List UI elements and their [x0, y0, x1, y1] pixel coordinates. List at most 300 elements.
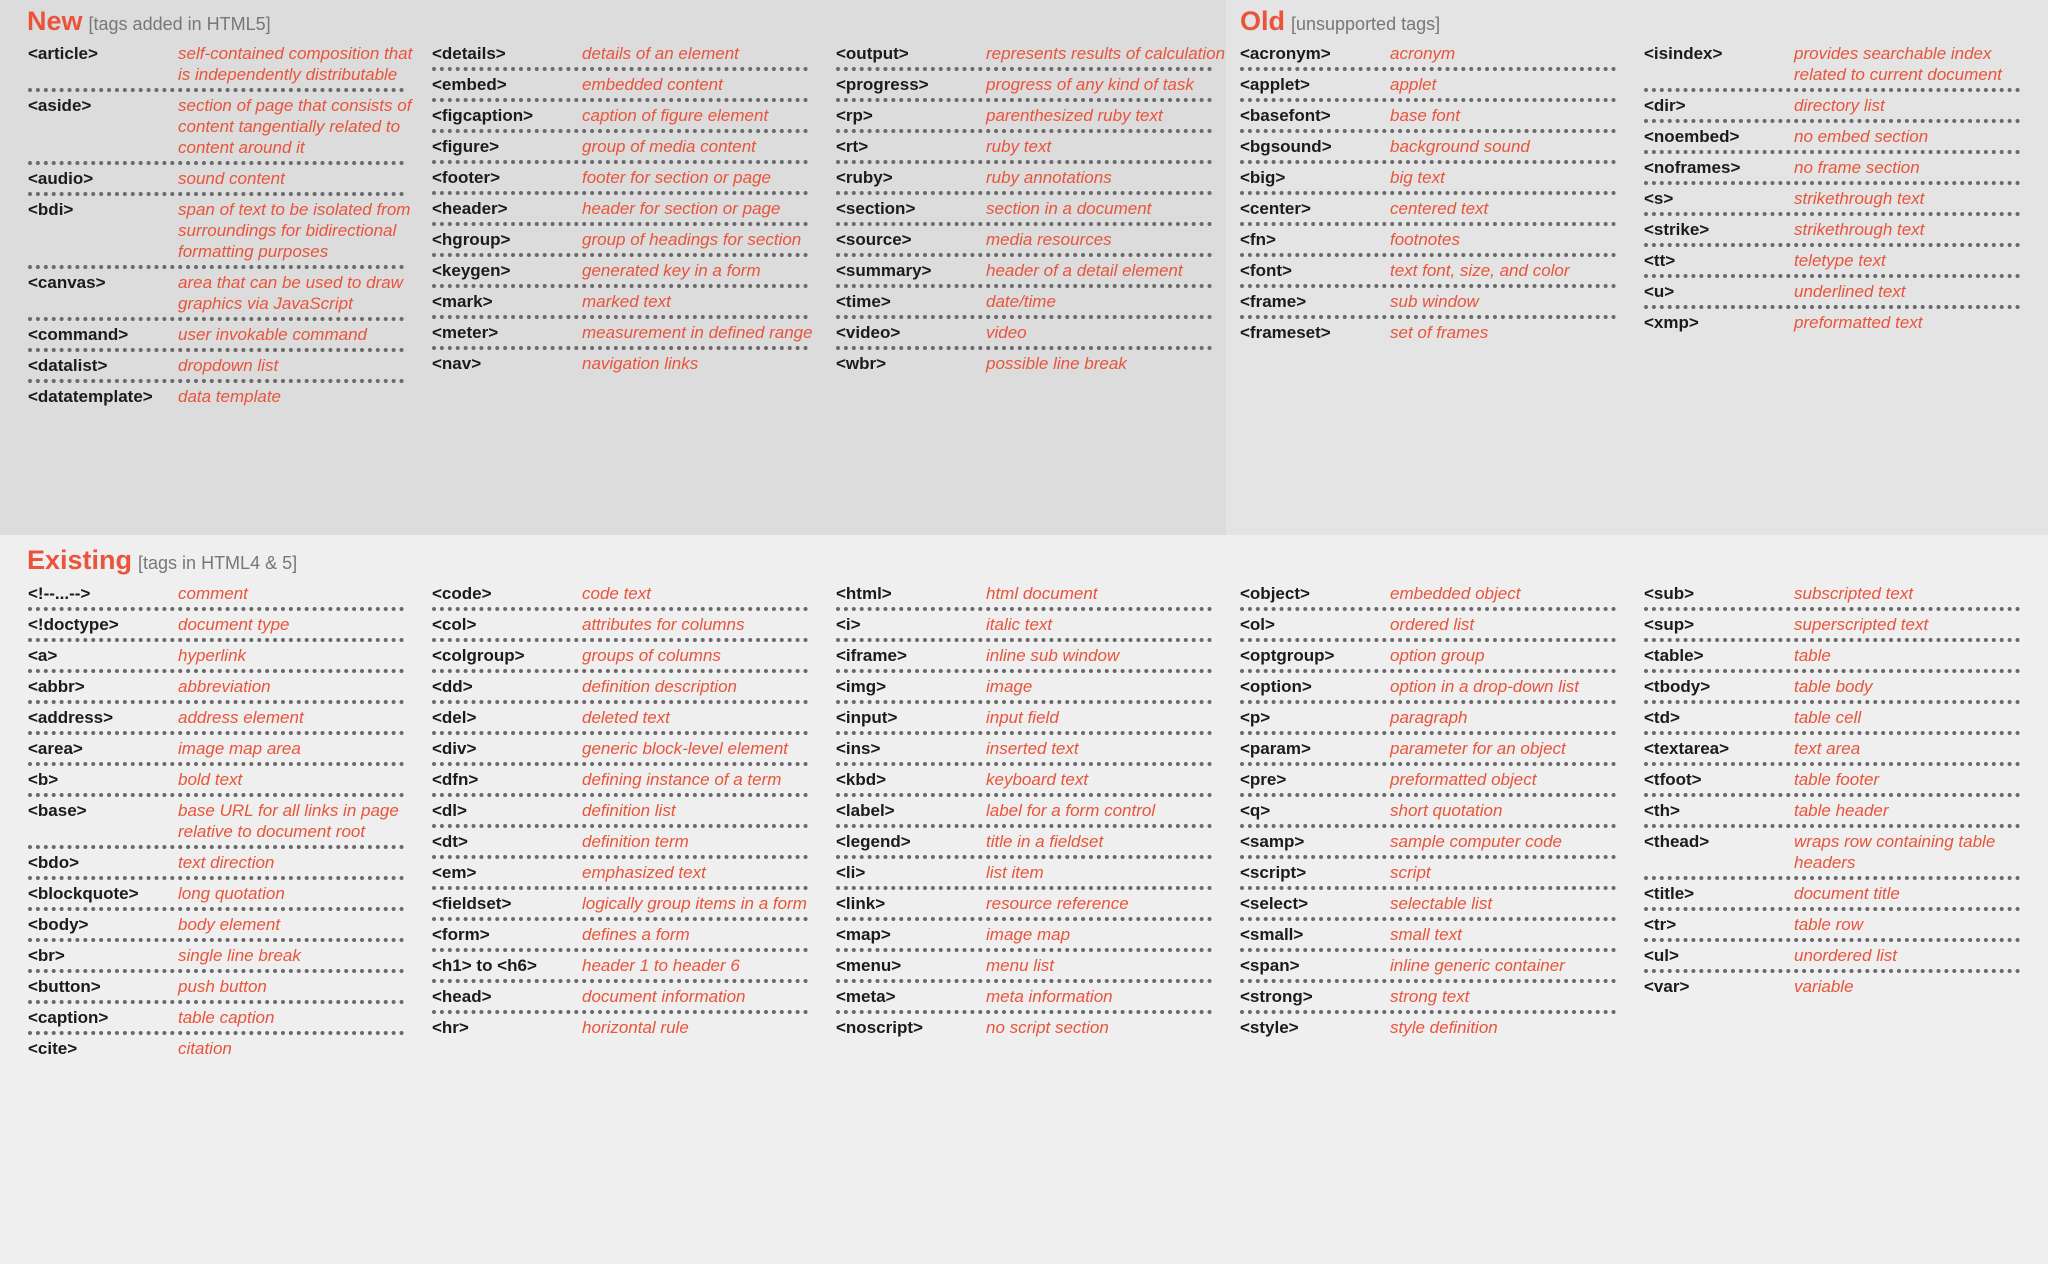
tag-name: <article> [28, 44, 98, 63]
tag-name: <optgroup> [1240, 646, 1335, 665]
tag-description: body element [178, 915, 281, 934]
existing-column-5 [1644, 580, 2036, 1004]
tag-name: <s> [1644, 189, 1674, 208]
tag-entry [432, 859, 824, 890]
tag-name: <meta> [836, 987, 896, 1006]
tag-description: ruby annotations [986, 168, 1112, 187]
tag-description: provides searchable index related to current document [1794, 44, 2002, 84]
tag-name: <canvas> [28, 273, 106, 292]
tag-name: <p> [1240, 708, 1271, 727]
tag-entry [1644, 580, 2036, 611]
tag-entry [432, 71, 824, 102]
tag-name: <input> [836, 708, 898, 727]
tag-entry [1644, 123, 2036, 154]
tag-description: base font [1390, 106, 1460, 125]
tag-description: code text [582, 584, 651, 603]
tag-entry [1644, 278, 2036, 309]
tag-name: <address> [28, 708, 114, 727]
tag-name: <li> [836, 863, 866, 882]
tag-name: <bdo> [28, 853, 80, 872]
tag-description: text font, size, and color [1390, 261, 1570, 280]
tag-entry [836, 71, 1228, 102]
tag-description: document title [1794, 884, 1900, 903]
tag-entry [836, 766, 1228, 797]
tag-description: table body [1794, 677, 1873, 696]
tag-name: <dl> [432, 801, 467, 820]
tag-name: <mark> [432, 292, 493, 311]
tag-description: dropdown list [178, 356, 279, 375]
tag-entry [28, 580, 420, 611]
tag-entry [836, 1014, 1228, 1045]
tag-entry [1240, 257, 1632, 288]
tag-name: <hgroup> [432, 230, 511, 249]
tag-name: <figcaption> [432, 106, 534, 125]
tag-entry [432, 226, 824, 257]
tag-entry [836, 102, 1228, 133]
tag-name: <legend> [836, 832, 911, 851]
tag-entry [1644, 642, 2036, 673]
tag-name: <dd> [432, 677, 473, 696]
tag-entry [1240, 40, 1632, 71]
tag-entry [28, 40, 420, 92]
tag-description: address element [178, 708, 304, 727]
tag-name: <samp> [1240, 832, 1305, 851]
tag-entry [28, 352, 420, 383]
tag-description: progress of any kind of task [986, 75, 1194, 94]
tag-description: marked text [582, 292, 671, 311]
tag-description: no frame section [1794, 158, 1920, 177]
tag-name: <tr> [1644, 915, 1677, 934]
tag-entry [836, 40, 1228, 71]
tag-entry [28, 1035, 420, 1066]
tag-name: <isindex> [1644, 44, 1723, 63]
tag-description: hyperlink [178, 646, 247, 665]
tag-description: table caption [178, 1008, 275, 1027]
tag-description: data template [178, 387, 282, 406]
tag-name: <strong> [1240, 987, 1313, 1006]
tag-entry [432, 890, 824, 921]
tag-entry [836, 319, 1228, 350]
tag-entry [1240, 952, 1632, 983]
tag-entry [432, 921, 824, 952]
tag-description: represents results of calculation [986, 44, 1226, 63]
tag-entry [432, 319, 824, 350]
tag-description: header of a detail element [986, 261, 1183, 280]
tag-name: <th> [1644, 801, 1680, 820]
tag-description: header for section or page [582, 199, 781, 218]
tag-entry [1240, 288, 1632, 319]
existing-section-subtitle: [tags in HTML4 & 5] [138, 553, 298, 573]
tag-description: table [1794, 646, 1831, 665]
tag-name: <col> [432, 615, 477, 634]
tag-entry [1240, 1014, 1632, 1045]
tag-description: horizontal rule [582, 1018, 689, 1037]
tag-entry [1240, 890, 1632, 921]
tag-name: <video> [836, 323, 901, 342]
existing-section-title: Existing [27, 545, 133, 575]
tag-name: <title> [1644, 884, 1695, 903]
tag-name: <cite> [28, 1039, 78, 1058]
tag-description: date/time [986, 292, 1056, 311]
tag-name: <command> [28, 325, 129, 344]
tag-entry [1240, 921, 1632, 952]
tag-name: <nav> [432, 354, 482, 373]
tag-description: embedded content [582, 75, 723, 94]
tag-name: <summary> [836, 261, 932, 280]
tag-description: menu list [986, 956, 1055, 975]
tag-entry [28, 973, 420, 1004]
tag-description: selectable list [1390, 894, 1493, 913]
tag-entry [1240, 983, 1632, 1014]
tag-entry [1644, 942, 2036, 973]
tag-name: <div> [432, 739, 477, 758]
tag-entry [1240, 766, 1632, 797]
tag-description: no script section [986, 1018, 1109, 1037]
tag-name: <applet> [1240, 75, 1310, 94]
tag-description: sub window [1390, 292, 1479, 311]
tag-entry [1644, 247, 2036, 278]
tag-description: comment [178, 584, 248, 603]
tag-entry [1240, 673, 1632, 704]
tag-name: <ul> [1644, 946, 1679, 965]
tag-description: self-contained composition that is independently distributable [178, 44, 413, 84]
tag-name: <del> [432, 708, 477, 727]
tag-entry [1240, 71, 1632, 102]
tag-entry [1240, 164, 1632, 195]
tag-description: table cell [1794, 708, 1862, 727]
tag-description: no embed section [1794, 127, 1929, 146]
tag-entry [1240, 797, 1632, 828]
tag-name: <param> [1240, 739, 1311, 758]
tag-entry [836, 164, 1228, 195]
tag-description: sound content [178, 169, 285, 188]
tag-entry [1240, 828, 1632, 859]
tag-description: media resources [986, 230, 1112, 249]
tag-description: option group [1390, 646, 1485, 665]
tag-description: group of media content [582, 137, 756, 156]
tag-name: <h1> to <h6> [432, 956, 537, 975]
tag-name: <em> [432, 863, 477, 882]
tag-description: background sound [1390, 137, 1530, 156]
tag-name: <button> [28, 977, 101, 996]
tag-entry [432, 797, 824, 828]
tag-description: html document [986, 584, 1098, 603]
tag-description: table header [1794, 801, 1889, 820]
tag-name: <iframe> [836, 646, 907, 665]
tag-description: label for a form control [986, 801, 1156, 820]
tag-description: embedded object [1390, 584, 1521, 603]
tag-description: unordered list [1794, 946, 1898, 965]
tag-name: <datatemplate> [28, 387, 153, 406]
tag-name: <datalist> [28, 356, 108, 375]
tag-description: directory list [1794, 96, 1885, 115]
tag-description: generic block-level element [582, 739, 788, 758]
tag-name: <tbody> [1644, 677, 1711, 696]
tag-description: details of an element [582, 44, 739, 63]
tag-entry [432, 288, 824, 319]
old-section-title: Old [1240, 6, 1285, 36]
existing-section-header [27, 545, 297, 576]
tag-description: definition list [582, 801, 676, 820]
tag-name: <u> [1644, 282, 1675, 301]
tag-name: <sup> [1644, 615, 1695, 634]
tag-entry [1644, 92, 2036, 123]
tag-name: <select> [1240, 894, 1309, 913]
tag-name: <small> [1240, 925, 1304, 944]
tag-entry [432, 133, 824, 164]
tag-description: document information [582, 987, 746, 1006]
tag-description: table row [1794, 915, 1863, 934]
tag-entry [1644, 797, 2036, 828]
tag-name: <big> [1240, 168, 1286, 187]
tag-entry [28, 92, 420, 165]
tag-entry [1644, 185, 2036, 216]
tag-entry [432, 580, 824, 611]
tag-name: <textarea> [1644, 739, 1730, 758]
tag-description: citation [178, 1039, 232, 1058]
tag-entry [432, 704, 824, 735]
tag-description: groups of columns [582, 646, 721, 665]
new-column-2 [432, 40, 824, 381]
tag-description: footer for section or page [582, 168, 772, 187]
tag-entry [432, 735, 824, 766]
old-section-header [1240, 6, 1440, 37]
tag-name: <aside> [28, 96, 92, 115]
tag-entry [836, 350, 1228, 381]
tag-description: measurement in defined range [582, 323, 813, 342]
tag-name: <dt> [432, 832, 468, 851]
tag-entry [432, 983, 824, 1014]
tag-entry [432, 952, 824, 983]
tag-entry [1644, 735, 2036, 766]
tag-description: paragraph [1390, 708, 1468, 727]
tag-entry [836, 735, 1228, 766]
tag-entry [28, 704, 420, 735]
tag-description: big text [1390, 168, 1445, 187]
tag-name: <frameset> [1240, 323, 1331, 342]
tag-entry [1644, 216, 2036, 247]
new-section-title: New [27, 6, 83, 36]
tag-entry [836, 642, 1228, 673]
tag-name: <pre> [1240, 770, 1287, 789]
tag-description: area that can be used to draw graphics via JavaScript [178, 273, 403, 313]
tag-name: <font> [1240, 261, 1292, 280]
tag-name: <abbr> [28, 677, 85, 696]
tag-entry [28, 766, 420, 797]
tag-entry [28, 849, 420, 880]
tag-name: <xmp> [1644, 313, 1699, 332]
tag-entry [1240, 642, 1632, 673]
tag-entry [836, 890, 1228, 921]
tag-name: <bdi> [28, 200, 74, 219]
tag-entry [1644, 309, 2036, 340]
tag-entry [836, 288, 1228, 319]
tag-description: possible line break [986, 354, 1127, 373]
tag-entry [836, 257, 1228, 288]
tag-entry [836, 580, 1228, 611]
tag-description: italic text [986, 615, 1053, 634]
tag-entry [28, 942, 420, 973]
tag-entry [28, 196, 420, 269]
tag-name: <rp> [836, 106, 873, 125]
tag-name: <colgroup> [432, 646, 525, 665]
tag-entry [28, 1004, 420, 1035]
tag-entry [432, 164, 824, 195]
tag-name: <tfoot> [1644, 770, 1702, 789]
tag-entry [836, 133, 1228, 164]
tag-entry [836, 195, 1228, 226]
tag-description: inline sub window [986, 646, 1120, 665]
tag-entry [28, 269, 420, 321]
tag-name: <form> [432, 925, 490, 944]
tag-entry [432, 766, 824, 797]
tag-name: <link> [836, 894, 886, 913]
tag-entry [1644, 911, 2036, 942]
tag-entry [836, 859, 1228, 890]
tag-name: <blockquote> [28, 884, 139, 903]
tag-description: wraps row containing table headers [1794, 832, 1996, 872]
tag-description: title in a fieldset [986, 832, 1104, 851]
tag-description: generated key in a form [582, 261, 761, 280]
tag-description: text area [1794, 739, 1861, 758]
tag-name: <ol> [1240, 615, 1275, 634]
tag-description: input field [986, 708, 1059, 727]
tag-description: strong text [1390, 987, 1470, 1006]
tag-entry [28, 797, 420, 849]
tag-description: keyboard text [986, 770, 1089, 789]
tag-description: footnotes [1390, 230, 1460, 249]
tag-description: superscripted text [1794, 615, 1929, 634]
tag-entry [432, 1014, 824, 1045]
tag-description: image [986, 677, 1033, 696]
tag-description: preformatted text [1794, 313, 1923, 332]
tag-entry [28, 880, 420, 911]
tag-description: bold text [178, 770, 243, 789]
tag-description: section of page that consists of content tangentially related to content around it [178, 96, 412, 157]
tag-name: <fn> [1240, 230, 1276, 249]
tag-entry [1240, 735, 1632, 766]
tag-name: <footer> [432, 168, 501, 187]
tag-entry [28, 642, 420, 673]
tag-description: abbreviation [178, 677, 271, 696]
tag-entry [432, 828, 824, 859]
tag-entry [432, 642, 824, 673]
tag-description: centered text [1390, 199, 1489, 218]
new-section-header [27, 6, 271, 37]
tag-description: deleted text [582, 708, 670, 727]
tag-entry [1240, 319, 1632, 350]
tag-name: <code> [432, 584, 492, 603]
tag-description: image map area [178, 739, 301, 758]
tag-entry [28, 321, 420, 352]
tag-description: style definition [1390, 1018, 1498, 1037]
tag-description: navigation links [582, 354, 699, 373]
tag-description: underlined text [1794, 282, 1906, 301]
tag-name: <!--...--> [28, 584, 91, 603]
tag-name: <frame> [1240, 292, 1307, 311]
tag-name: <kbd> [836, 770, 887, 789]
tag-name: <embed> [432, 75, 507, 94]
tag-description: emphasized text [582, 863, 706, 882]
tag-name: <hr> [432, 1018, 469, 1037]
tag-entry [28, 673, 420, 704]
tag-description: meta information [986, 987, 1113, 1006]
tag-name: <menu> [836, 956, 902, 975]
tag-entry [836, 611, 1228, 642]
tag-entry [1644, 973, 2036, 1004]
tag-entry [432, 611, 824, 642]
tag-description: variable [1794, 977, 1854, 996]
tag-name: <meter> [432, 323, 499, 342]
tag-name: <acronym> [1240, 44, 1331, 63]
tag-description: parenthesized ruby text [986, 106, 1163, 125]
tag-name: <area> [28, 739, 83, 758]
tag-entry [432, 102, 824, 133]
tag-name: <script> [1240, 863, 1307, 882]
tag-entry [836, 952, 1228, 983]
tag-name: <fieldset> [432, 894, 512, 913]
tag-description: long quotation [178, 884, 285, 903]
tag-description: definition description [582, 677, 737, 696]
tag-description: preformatted object [1390, 770, 1537, 789]
tag-entry [836, 921, 1228, 952]
tag-name: <ruby> [836, 168, 893, 187]
tag-name: <details> [432, 44, 506, 63]
tag-entry [28, 165, 420, 196]
old-column-1 [1240, 40, 1632, 350]
tag-description: defining instance of a term [582, 770, 782, 789]
tag-name: <noframes> [1644, 158, 1741, 177]
tag-description: resource reference [986, 894, 1129, 913]
tag-description: option in a drop-down list [1390, 677, 1580, 696]
old-section-subtitle: [unsupported tags] [1291, 14, 1441, 34]
tag-description: logically group items in a form [582, 894, 807, 913]
tag-description: parameter for an object [1390, 739, 1566, 758]
tag-description: short quotation [1390, 801, 1503, 820]
tag-description: span of text to be isolated from surroundings for bidirectional formatting purposes [178, 200, 411, 261]
tag-description: teletype text [1794, 251, 1886, 270]
tag-name: <dir> [1644, 96, 1686, 115]
tag-description: acronym [1390, 44, 1456, 63]
tag-entry [1240, 580, 1632, 611]
tag-name: <audio> [28, 169, 94, 188]
tag-name: <figure> [432, 137, 500, 156]
tag-description: document type [178, 615, 290, 634]
tag-entry [1644, 766, 2036, 797]
tag-description: video [986, 323, 1027, 342]
tag-entry [1240, 102, 1632, 133]
tag-name: <img> [836, 677, 887, 696]
tag-name: <center> [1240, 199, 1311, 218]
tag-name: <caption> [28, 1008, 109, 1027]
tag-name: <style> [1240, 1018, 1299, 1037]
tag-description: ordered list [1390, 615, 1475, 634]
tag-description: definition term [582, 832, 689, 851]
tag-description: strikethrough text [1794, 220, 1925, 239]
tag-name: <q> [1240, 801, 1271, 820]
tag-description: set of frames [1390, 323, 1489, 342]
tag-name: <a> [28, 646, 58, 665]
tag-entry [28, 735, 420, 766]
tag-name: <base> [28, 801, 87, 820]
tag-name: <wbr> [836, 354, 887, 373]
new-section-subtitle: [tags added in HTML5] [88, 14, 271, 34]
tag-entry [836, 226, 1228, 257]
tag-description: list item [986, 863, 1044, 882]
tag-name: <td> [1644, 708, 1680, 727]
tag-name: <ins> [836, 739, 881, 758]
tag-description: text direction [178, 853, 275, 872]
